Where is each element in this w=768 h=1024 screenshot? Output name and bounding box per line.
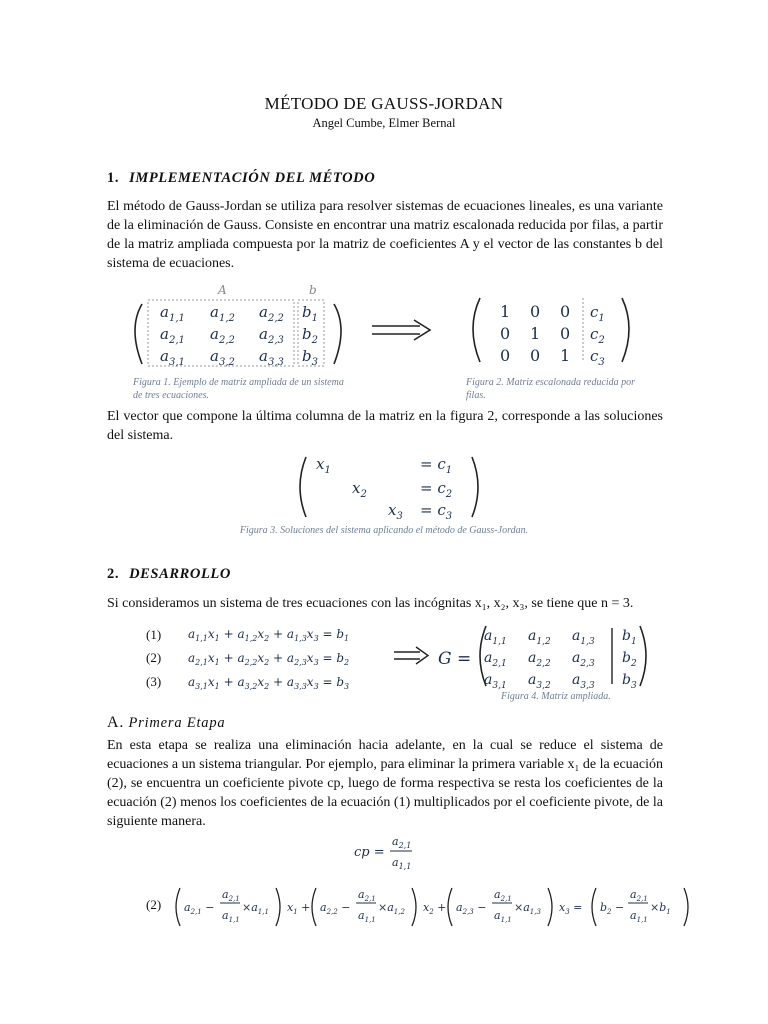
subsection-a-paragraph: En esta etapa se realiza una eliminación hacia adelante, en la cual se reduce el sistema de ecuaciones a un sistema triangular. Por ejemplo, para eliminar la primera variable x₁ de la ecuación (2), se encuentra un coeficiente pivote cp, luego de forma respectiva se resta los coeficientes de la ecuación (2) menos los coeficientes de la ecuación (1) multiplicados por el coeficiente pivote, de la siguiente manera. [107,738,663,829]
svg-text:0: 0 [500,324,511,343]
svg-text:a3,2: $a_{3,2}$ [210,347,235,368]
equation-number-2: (2) [146,650,162,665]
figure-4-matrix [436,622,656,690]
section-1-paragraph: El método de Gauss-Jordan se utiliza para resolver sistemas de ecuaciones lineales, es una variante de la eliminación de Gauss. Consiste en encontrar una matriz escalonada reducida por filas, a partir de la matriz ampliada compuesta por la matriz de coeficientes A y el vector de las constantes b del sistema de ecuaciones. [107,199,663,271]
svg-text:= c3: = $c_3$ [420,501,453,522]
pivot-formula [350,832,420,872]
svg-text:a1,1: $a_{1,1}$ [222,909,240,924]
svg-text:x2: $x_2$ [352,479,367,500]
svg-text:x1: $x_1$ [316,455,331,476]
svg-text:a2,3: $a_{2,3}$ [259,325,284,346]
svg-text:x2 +: $x_2$ + [423,901,447,916]
figure-1-caption: Figura 1. Ejemplo de matriz ampliada de un sistema de tres ecuaciones. [133,377,344,401]
section-2-heading [107,566,231,583]
svg-text:b2: $b_2$ [622,650,637,669]
figure-4-caption: Figura 4. Matriz ampliada. [501,691,611,702]
svg-text:b3: $b_3$ [622,672,637,690]
transformed-equation-2 [172,884,698,930]
svg-text:b3: $b_3$ [302,347,318,368]
figure-1-matrix [128,280,348,372]
svg-text:G =: G = [438,649,472,669]
svg-text:a3,1: $a_{3,1}$ [484,672,507,690]
svg-text:b1: $b_1$ [622,628,637,647]
svg-text:0: 0 [530,302,541,321]
subsection-a-letter: A. [107,714,125,731]
svg-text:1: 1 [500,302,511,321]
svg-text:a2,1x1 + a2,2x2 + a2,3x3 = b2: $a_{2,1}x_1 + a_{2,2}x_2 + a_{2,3}x_3 = b_2$ [188,651,350,667]
svg-text:a3,3: $a_{3,3}$ [572,672,595,690]
authors: Angel Cumbe, Elmer Bernal [312,116,456,130]
svg-text:a2,2 −: $a_{2,2}$ − [320,901,351,916]
svg-text:c2: $c_2$ [590,325,605,346]
svg-text:1: 1 [530,324,541,343]
svg-text:1: 1 [560,346,571,365]
svg-text:x3 =: $x_3$ = [559,901,583,916]
svg-text:c1: $c_1$ [590,303,605,324]
svg-text:x1 +: $x_1$ + [287,901,311,916]
svg-text:= c2: = $c_2$ [420,479,453,500]
svg-text:b2: $b_2$ [302,325,318,346]
svg-text:a1,1: $a_{1,1}$ [494,909,512,924]
svg-text:a1,1: $a_{1,1}$ [358,909,376,924]
svg-text:x3: $x_3$ [388,501,403,522]
svg-text:×b1: $\times b_1$ [650,901,671,916]
matrix-label-b: b [309,283,317,297]
svg-text:×a1,2: $\times a_{1,2}$ [378,901,405,916]
section-1-heading [107,170,375,187]
svg-text:a2,3: $a_{2,3}$ [572,650,595,669]
svg-text:a1,1: $a_{1,1}$ [392,856,412,871]
figure-3-caption: Figura 3. Soluciones del sistema aplicando el método de Gauss-Jordan. [239,525,529,536]
svg-text:a2,2: $a_{2,2}$ [259,303,284,324]
section-1-after-figures: El vector que compone la última columna de la matriz en la figura 2, corresponde a las soluciones del sistema. [107,409,663,443]
svg-text:cp =: cp = [354,845,385,860]
section-1-number: 1. [107,170,120,186]
svg-text:a2,1: $a_{2,1}$ [494,888,512,903]
matrix-label-a: A [218,283,227,297]
page-title: MÉTODO DE GAUSS-JORDAN [264,94,504,113]
svg-text:b1: $b_1$ [302,303,318,324]
svg-text:a2,1: $a_{2,1}$ [392,835,412,850]
svg-text:a2,1 −: $a_{2,1}$ − [184,901,215,916]
svg-text:0: 0 [500,346,511,365]
svg-text:c3: $c_3$ [590,347,605,368]
section-2-intro: Si consideramos un sistema de tres ecuaciones con las incógnitas x₁, x₂, x₃, se tiene que n = 3. [107,596,634,611]
figure-2-matrix [466,290,636,368]
svg-text:a3,3: $a_{3,3}$ [259,347,284,368]
svg-text:a1,1: $a_{1,1}$ [484,628,507,647]
svg-text:= c1: = $c_1$ [420,455,453,476]
implies-arrow-icon [370,318,434,342]
subsection-a-heading [107,714,225,732]
implies-arrow-small-icon [392,646,432,666]
svg-text:a2,1: $a_{2,1}$ [222,888,240,903]
svg-text:a2,1: $a_{2,1}$ [630,888,648,903]
section-2-title: DESARROLLO [129,566,231,582]
system-of-equations [186,624,366,696]
figure-2-caption: Figura 2. Matriz escalonada reducida por filas. [466,377,636,401]
svg-text:a2,3 −: $a_{2,3}$ − [456,901,487,916]
svg-text:a2,1: $a_{2,1}$ [160,325,185,346]
subsection-a-title: Primera Etapa [128,715,226,731]
equation-number-1: (1) [146,627,162,642]
svg-text:0: 0 [560,302,571,321]
svg-text:a3,1x1 + a3,2x2 + a3,3x3 = b3: $a_{3,1}x_1 + a_{3,2}x_2 + a_{3,3}x_3 = b_3$ [188,675,350,691]
svg-text:0: 0 [530,346,541,365]
svg-text:a1,1x1 + a1,2x2 + a1,3x3 = b1: $a_{1,1}x_1 + a_{1,2}x_2 + a_{1,3}x_3 = b_1$ [188,627,350,643]
transformed-equation-number: (2) [146,897,162,912]
svg-text:a2,2: $a_{2,2}$ [210,325,235,346]
figure-3-solutions [294,453,484,523]
svg-text:a1,1: $a_{1,1}$ [630,909,648,924]
svg-text:a2,1: $a_{2,1}$ [484,650,507,669]
svg-text:a3,1: $a_{3,1}$ [160,347,185,368]
section-1-title: IMPLEMENTACIÓN DEL MÉTODO [129,170,376,186]
svg-text:a1,1: $a_{1,1}$ [160,303,185,324]
equation-number-3: (3) [146,674,162,689]
svg-text:a2,1: $a_{2,1}$ [358,888,376,903]
svg-text:b2 −: $b_2$ − [600,901,625,916]
svg-text:×a1,1: $\times a_{1,1}$ [242,901,269,916]
section-2-number: 2. [107,566,120,582]
svg-text:a1,2: $a_{1,2}$ [210,303,235,324]
svg-text:×a1,3: $\times a_{1,3}$ [514,901,541,916]
svg-text:a1,2: $a_{1,2}$ [528,628,551,647]
svg-text:0: 0 [560,324,571,343]
svg-text:a1,3: $a_{1,3}$ [572,628,595,647]
svg-text:a2,2: $a_{2,2}$ [528,650,551,669]
svg-text:a3,2: $a_{3,2}$ [528,672,551,690]
